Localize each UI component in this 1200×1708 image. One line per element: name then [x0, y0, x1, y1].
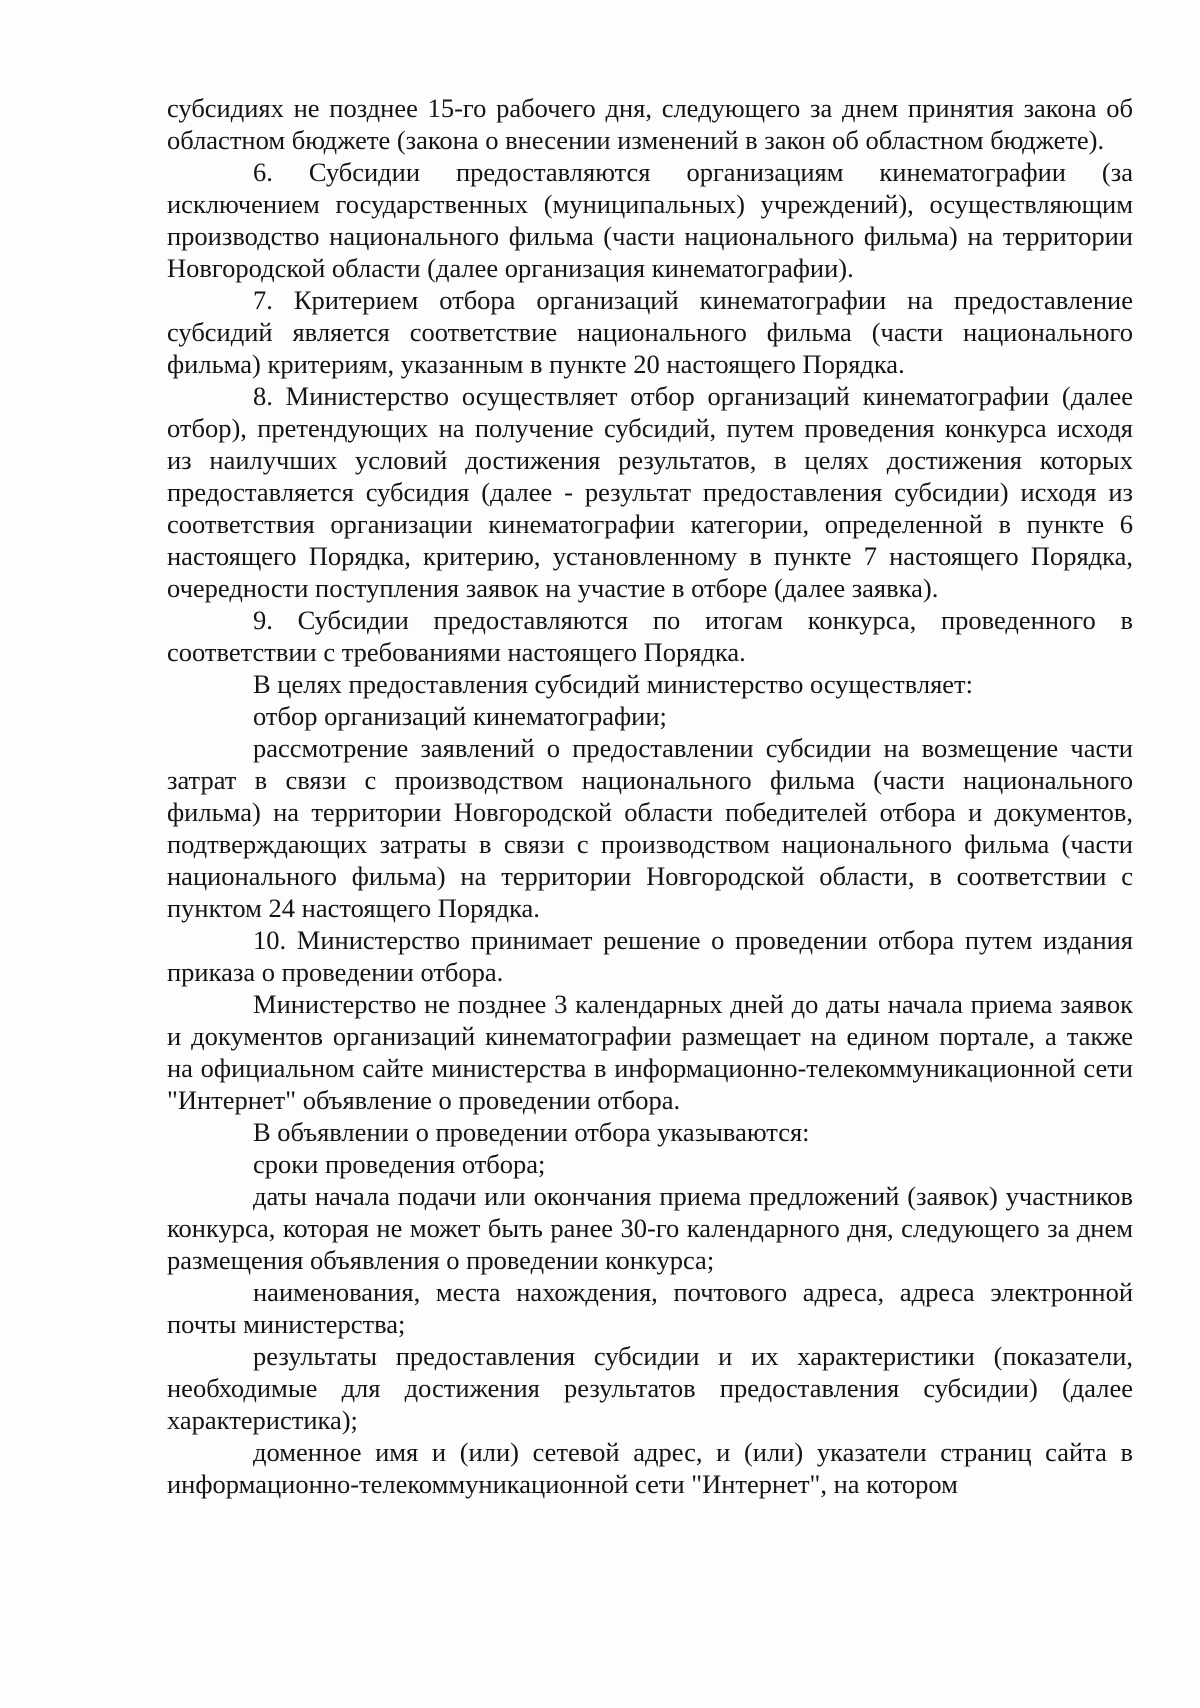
paragraph-list-contacts: наименования, места нахождения, почтового адреса, адреса электронной почты министерства;	[167, 1277, 1133, 1339]
paragraph-item-10: 10. Министерство принимает решение о проведении отбора путем издания приказа о проведении отбора.	[167, 925, 1133, 987]
paragraph-list-results: результаты предоставления субсидии и их характеристики (показатели, необходимые для достижения результатов предоставления субсидии) (далее характеристика);	[167, 1341, 1133, 1435]
paragraph-announcement-placement: Министерство не позднее 3 календарных дней до даты начала приема заявок и документов организаций кинематографии размещает на едином портале, а также на официальном сайте министерства в информационно-телекоммуникационной сети "Интернет" объявление о проведении отбора.	[167, 989, 1133, 1115]
paragraph-continuation: субсидиях не позднее 15-го рабочего дня, следующего за днем принятия закона об областном бюджете (закона о внесении изменений в закон об областном бюджете).	[167, 93, 1133, 155]
document-body	[167, 92, 1133, 1500]
paragraph-announcement-contents: В объявлении о проведении отбора указываются:	[253, 1117, 810, 1147]
paragraph-list-domain: доменное имя и (или) сетевой адрес, и (или) указатели страниц сайта в информационно-телекоммуникационной сети "Интернет", на котором	[167, 1437, 1133, 1499]
paragraph-function-selection: отбор организаций кинематографии;	[253, 701, 667, 731]
paragraph-function-review: рассмотрение заявлений о предоставлении субсидии на возмещение части затрат в связи с производством национального фильма (части национального фильма) на территории Новгородской области победителей отбора и документов, подтверждающих затраты в связи с производством национального фильма (части национального фильма) на территории Новгородской области, в соответствии с пунктом 24 настоящего Порядка.	[167, 733, 1133, 923]
paragraph-ministry-functions: В целях предоставления субсидий министерство осуществляет:	[253, 669, 973, 699]
paragraph-item-7: 7. Критерием отбора организаций кинематографии на предоставление субсидий является соответствие национального фильма (части национального фильма) критериям, указанным в пункте 20 настоящего Порядка.	[167, 285, 1133, 379]
paragraph-item-8: 8. Министерство осуществляет отбор организаций кинематографии (далее отбор), претендующих на получение субсидий, путем проведения конкурса исходя из наилучших условий достижения результатов, в целях достижения которых предоставляется субсидия (далее - результат предоставления субсидии) исходя из соответствия организации кинематографии категории, определенной в пункте 6 настоящего Порядка, критерию, установленному в пункте 7 настоящего Порядка, очередности поступления заявок на участие в отборе (далее заявка).	[167, 381, 1133, 603]
paragraph-item-9: 9. Субсидии предоставляются по итогам конкурса, проведенного в соответствии с требованиями настоящего Порядка.	[167, 605, 1133, 667]
paragraph-list-terms: сроки проведения отбора;	[253, 1149, 546, 1179]
paragraph-list-dates: даты начала подачи или окончания приема предложений (заявок) участников конкурса, которая не может быть ранее 30-го календарного дня, следующего за днем размещения объявления о проведении конкурса;	[167, 1181, 1133, 1275]
paragraph-item-6: 6. Субсидии предоставляются организациям кинематографии (за исключением государственных (муниципальных) учреждений), осуществляющим производство национального фильма (части национального фильма) на территории Новгородской области (далее организация кинематографии).	[167, 157, 1133, 283]
